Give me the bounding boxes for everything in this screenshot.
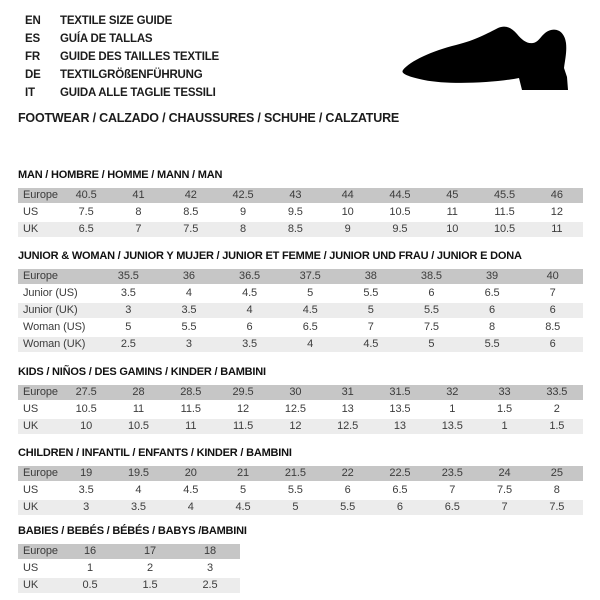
size-cell: 11.5 — [180, 403, 201, 415]
size-cell: 40.5 — [75, 189, 97, 201]
row-label: Europe — [23, 545, 58, 557]
table-title: KIDS / NIÑOS / DES GAMINS / KINDER / BAMBINI — [18, 366, 266, 378]
table-section-babies — [18, 525, 247, 595]
row-label: US — [23, 403, 39, 415]
size-cell: 11 — [185, 420, 197, 432]
size-cell: 7.5 — [183, 223, 199, 235]
size-cell: 22 — [341, 467, 354, 479]
size-cell: 38 — [364, 270, 377, 282]
size-cell: 5.5 — [423, 304, 439, 316]
size-cell: 20 — [184, 467, 197, 479]
row-label: Europe — [23, 270, 58, 282]
size-cell: 9.5 — [392, 223, 408, 235]
size-cell: 10 — [80, 420, 93, 432]
size-row — [18, 419, 583, 434]
size-row — [18, 286, 583, 301]
size-cell: 2.5 — [202, 579, 218, 591]
size-cell: 35.5 — [117, 270, 139, 282]
size-cell: 42 — [184, 189, 197, 201]
size-cell: 2 — [553, 403, 560, 415]
size-cell: 6 — [428, 287, 435, 299]
row-label: Europe — [23, 386, 58, 398]
language-code: DE — [25, 69, 41, 81]
size-cell: 5.5 — [181, 321, 197, 333]
size-cell: 2 — [146, 562, 154, 574]
size-cell: 3 — [125, 304, 132, 316]
size-cell: 5.5 — [363, 287, 379, 299]
size-cell: 41 — [132, 189, 145, 201]
size-cell: 12.5 — [337, 420, 359, 432]
table-title: MAN / HOMBRE / HOMME / MANN / MAN — [18, 169, 223, 181]
size-header-row — [18, 269, 583, 284]
size-row — [18, 561, 240, 576]
size-cell: 6.5 — [392, 484, 408, 496]
language-code: FR — [25, 51, 40, 63]
size-cell: 29.5 — [232, 386, 254, 398]
size-cell: 3 — [206, 562, 214, 574]
size-cell: 10.5 — [75, 403, 97, 415]
row-label: Europe — [23, 189, 58, 201]
size-cell: 8 — [553, 484, 560, 496]
size-cell: 24 — [498, 467, 511, 479]
size-cell: 6.5 — [302, 321, 318, 333]
size-cell: 37.5 — [299, 270, 321, 282]
size-row — [18, 483, 583, 498]
size-cell: 8.5 — [545, 321, 561, 333]
size-cell: 21.5 — [284, 467, 306, 479]
size-cell: 38.5 — [420, 270, 442, 282]
size-row — [18, 222, 583, 237]
size-cell: 3.5 — [78, 484, 94, 496]
size-cell: 7.5 — [497, 484, 513, 496]
size-row — [18, 402, 583, 417]
size-cell: 39 — [486, 270, 499, 282]
size-cell: 6.5 — [484, 287, 500, 299]
size-cell: 6 — [489, 304, 496, 316]
size-cell: 18 — [203, 545, 217, 557]
size-cell: 11 — [132, 403, 145, 415]
row-label: UK — [23, 223, 39, 235]
size-cell: 10.5 — [494, 223, 516, 235]
size-cell: 25 — [550, 467, 563, 479]
language-title: TEXTILGRÖßENFÜHRUNG — [60, 69, 203, 81]
row-label: UK — [23, 501, 39, 513]
size-cell: 7.5 — [78, 206, 94, 218]
size-cell: 5.5 — [287, 484, 303, 496]
size-cell: 9 — [344, 223, 351, 235]
size-cell: 45 — [446, 189, 459, 201]
size-cell: 5 — [292, 501, 299, 513]
language-row-it — [25, 84, 219, 102]
size-cell: 22.5 — [389, 467, 411, 479]
size-cell: 8.5 — [183, 206, 199, 218]
size-header-row — [18, 385, 583, 400]
size-header-row — [18, 466, 583, 481]
size-cell: 3.5 — [242, 338, 258, 350]
size-header-row — [18, 188, 583, 203]
size-cell: 8 — [489, 321, 496, 333]
size-cell: 4.5 — [183, 484, 199, 496]
size-cell: 4 — [307, 338, 314, 350]
size-cell: 1 — [449, 403, 456, 415]
size-cell: 1.5 — [549, 420, 565, 432]
size-cell: 9.5 — [287, 206, 303, 218]
size-cell: 23.5 — [441, 467, 463, 479]
size-row — [18, 337, 583, 352]
size-cell: 42.5 — [232, 189, 254, 201]
size-cell: 11.5 — [494, 206, 515, 218]
size-cell: 44 — [341, 189, 354, 201]
dress-shoe-icon — [398, 22, 576, 95]
size-cell: 21 — [237, 467, 250, 479]
size-cell: 27.5 — [75, 386, 97, 398]
size-cell: 31.5 — [389, 386, 411, 398]
size-row — [18, 578, 240, 593]
size-cell: 46 — [550, 189, 563, 201]
row-label: Junior (US) — [23, 287, 78, 299]
size-cell: 33.5 — [546, 386, 568, 398]
size-cell: 5 — [367, 304, 374, 316]
size-cell: 5.5 — [484, 338, 500, 350]
size-cell: 1.5 — [497, 403, 513, 415]
size-cell: 28.5 — [180, 386, 202, 398]
table-title: CHILDREN / INFANTIL / ENFANTS / KINDER / BAMBINI — [18, 447, 292, 459]
size-cell: 28 — [132, 386, 145, 398]
language-row-en — [25, 12, 219, 30]
language-row-de — [25, 66, 219, 84]
language-code: ES — [25, 33, 40, 45]
size-cell: 5 — [125, 321, 132, 333]
size-cell: 11 — [446, 206, 458, 218]
size-cell: 3.5 — [130, 501, 146, 513]
size-cell: 44.5 — [389, 189, 411, 201]
size-cell: 13.5 — [389, 403, 411, 415]
size-cell: 5 — [240, 484, 247, 496]
size-cell: 32 — [446, 386, 459, 398]
size-cell: 4 — [246, 304, 253, 316]
size-cell: 11.5 — [232, 420, 254, 432]
row-label: Woman (US) — [23, 321, 86, 333]
size-cell: 31 — [341, 386, 354, 398]
size-cell: 30 — [289, 386, 302, 398]
language-title: GUÍA DE TALLAS — [60, 33, 153, 45]
size-cell: 6 — [549, 338, 556, 350]
size-cell: 1 — [501, 420, 508, 432]
size-cell: 2.5 — [120, 338, 136, 350]
row-label: US — [23, 206, 39, 218]
size-cell: 33 — [498, 386, 511, 398]
size-cell: 3.5 — [181, 304, 197, 316]
size-cell: 16 — [83, 545, 97, 557]
size-cell: 3.5 — [120, 287, 136, 299]
language-title: GUIDE DES TAILLES TEXTILE — [60, 51, 219, 63]
size-cell: 5 — [307, 287, 314, 299]
size-cell: 7 — [549, 287, 556, 299]
size-cell: 7 — [501, 501, 508, 513]
size-cell: 7.5 — [423, 321, 439, 333]
size-cell: 6 — [396, 501, 403, 513]
size-cell: 3 — [185, 338, 192, 350]
size-cell: 9 — [240, 206, 247, 218]
size-cell: 6 — [344, 484, 351, 496]
size-cell: 1 — [86, 562, 94, 574]
size-row — [18, 303, 583, 318]
size-cell: 19.5 — [127, 467, 149, 479]
language-title-list — [25, 12, 219, 102]
size-cell: 4.5 — [363, 338, 379, 350]
size-cell: 0.5 — [82, 579, 98, 591]
table-section-junior-woman — [18, 251, 583, 354]
size-cell: 10.5 — [389, 206, 411, 218]
size-cell: 6.5 — [444, 501, 460, 513]
language-code: IT — [25, 87, 35, 99]
size-cell: 12 — [550, 206, 563, 218]
size-cell: 4 — [187, 501, 194, 513]
size-cell: 4.5 — [302, 304, 318, 316]
size-cell: 6 — [549, 304, 556, 316]
size-cell: 6.5 — [78, 223, 94, 235]
table-section-man — [18, 170, 583, 239]
size-cell: 13 — [341, 403, 354, 415]
language-title: TEXTILE SIZE GUIDE — [60, 15, 173, 27]
size-cell: 7 — [367, 321, 374, 333]
size-cell: 10.5 — [127, 420, 149, 432]
size-header-row — [18, 544, 240, 559]
size-cell: 5.5 — [340, 501, 356, 513]
language-code: EN — [25, 15, 41, 27]
row-label: US — [23, 562, 39, 574]
size-cell: 10 — [341, 206, 354, 218]
size-cell: 10 — [446, 223, 459, 235]
table-section-kids — [18, 367, 583, 436]
table-title: BABIES / BEBÉS / BÉBÉS / BABYS /BAMBINI — [18, 525, 247, 537]
size-cell: 45.5 — [494, 189, 516, 201]
size-row — [18, 320, 583, 335]
size-cell: 8 — [240, 223, 247, 235]
size-cell: 13 — [393, 420, 406, 432]
row-label: Europe — [23, 467, 58, 479]
size-cell: 12 — [289, 420, 302, 432]
size-cell: 13.5 — [441, 420, 463, 432]
size-cell: 7 — [449, 484, 456, 496]
size-cell: 17 — [143, 545, 157, 557]
size-cell: 1.5 — [142, 579, 158, 591]
size-cell: 8.5 — [287, 223, 303, 235]
language-row-fr — [25, 48, 219, 66]
language-title: GUIDA ALLE TAGLIE TESSILI — [60, 87, 216, 99]
table-section-children — [18, 448, 583, 517]
category-heading: FOOTWEAR / CALZADO / CHAUSSURES / SCHUHE / CALZATURE — [18, 111, 400, 125]
size-cell: 4 — [185, 287, 192, 299]
row-label: Junior (UK) — [23, 304, 78, 316]
size-cell: 6 — [246, 321, 253, 333]
size-cell: 3 — [83, 501, 90, 513]
size-cell: 43 — [289, 189, 302, 201]
size-cell: 4 — [135, 484, 142, 496]
size-cell: 4.5 — [242, 287, 258, 299]
size-cell: 12.5 — [284, 403, 306, 415]
size-row — [18, 500, 583, 515]
size-row — [18, 205, 583, 220]
size-cell: 8 — [135, 206, 142, 218]
row-label: UK — [23, 420, 39, 432]
size-cell: 7 — [135, 223, 142, 235]
size-cell: 11 — [551, 223, 563, 235]
table-title: JUNIOR & WOMAN / JUNIOR Y MUJER / JUNIOR ET FEMME / JUNIOR UND FRAU / JUNIOR E DONA — [18, 250, 522, 262]
row-label: US — [23, 484, 39, 496]
size-cell: 40 — [546, 270, 559, 282]
size-cell: 5 — [428, 338, 435, 350]
row-label: UK — [23, 579, 39, 591]
size-cell: 36.5 — [239, 270, 261, 282]
row-label: Woman (UK) — [23, 338, 86, 350]
size-cell: 12 — [237, 403, 250, 415]
size-cell: 19 — [80, 467, 93, 479]
size-cell: 36 — [182, 270, 195, 282]
language-row-es — [25, 30, 219, 48]
size-cell: 7.5 — [549, 501, 565, 513]
size-cell: 4.5 — [235, 501, 251, 513]
